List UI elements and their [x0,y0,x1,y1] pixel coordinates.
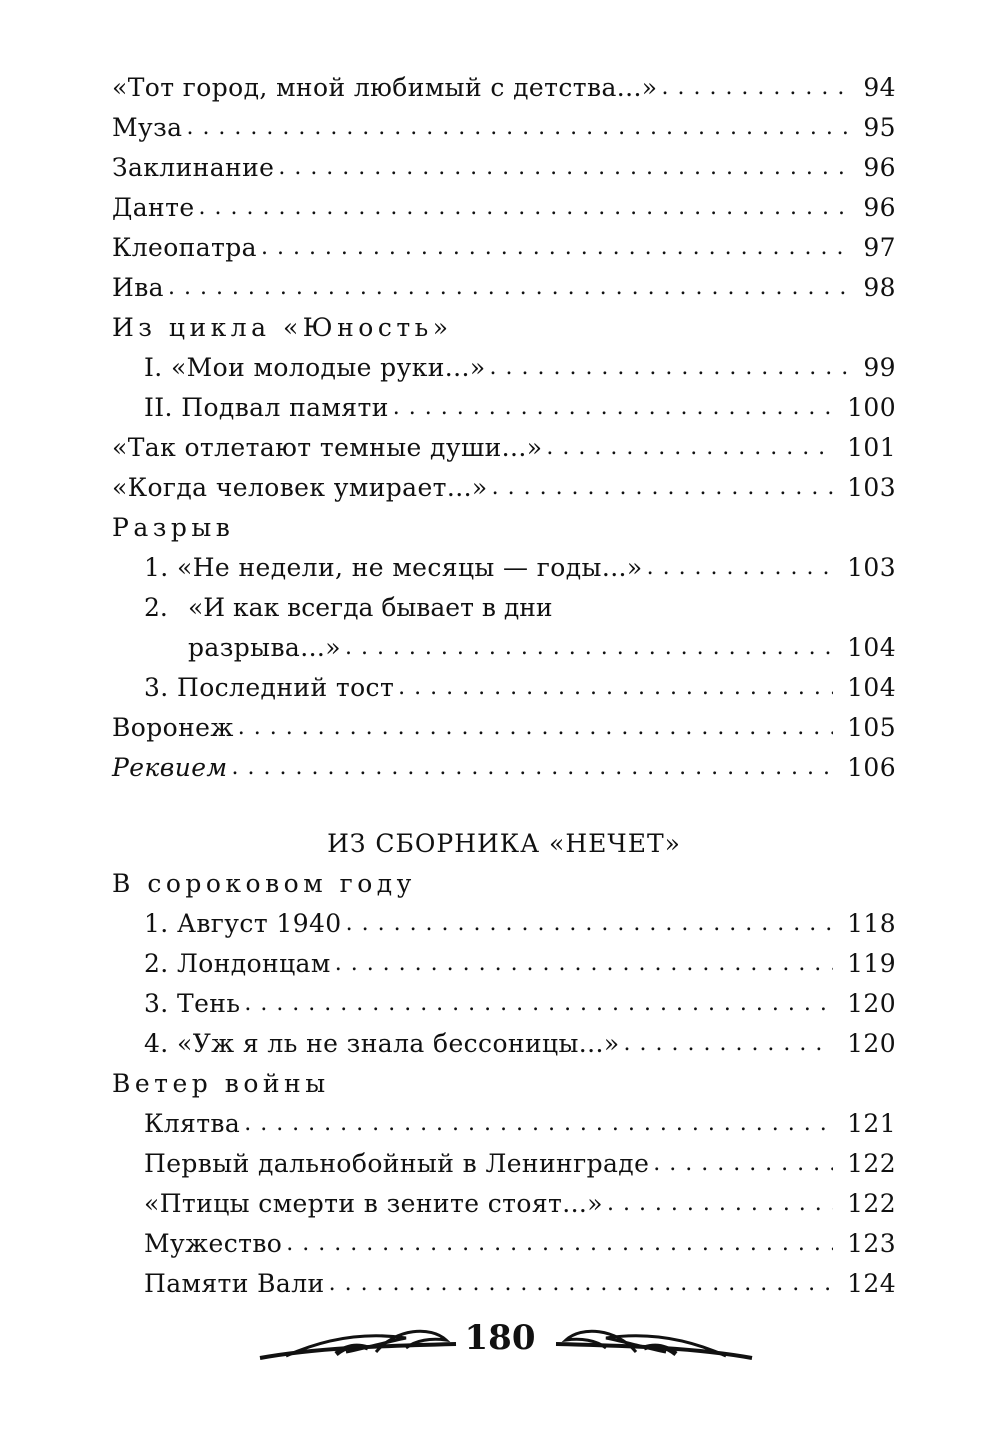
toc-page-number: 96 [863,193,896,222]
toc-page-number: 120 [847,1029,896,1058]
toc-page-number: 118 [847,909,896,938]
toc-page-number: 104 [847,673,896,702]
toc-entry: 1. «Не недели, не месяцы — годы...» . . . 103 [112,548,896,588]
toc-entry: «Тот город, мной любимый с детства...» . . . 94 [112,68,896,108]
toc-entry: Мужество . . . 123 [112,1224,896,1264]
toc-page-number: 119 [847,949,896,978]
toc-entry: Данте . . . 96 [112,188,896,228]
toc-page-number: 121 [847,1109,896,1138]
toc-page-number: 95 [863,113,896,142]
toc-page-number: 123 [847,1229,896,1258]
cycle-title-wind: Ветер войны [112,1069,330,1098]
toc-entry: Клеопатра . . . 97 [112,228,896,268]
page-number: 180 [460,1318,540,1358]
collection-heading: ИЗ СБОРНИКА «НЕЧЕТ» [327,829,681,858]
toc-entry: Заклинание . . . 96 [112,148,896,188]
toc-page-number: 105 [847,713,896,742]
toc-entry: I. «Мои молодые руки...» . . . 99 [112,348,896,388]
toc-page-number: 104 [847,633,896,662]
toc-page-number: 94 [863,73,896,102]
toc-entry: «Птицы смерти в зените стоят...» . . . 122 [112,1184,896,1224]
toc-entry: 4. «Уж я ль не знала бессоницы...» . . . 120 [112,1024,896,1064]
cycle-title-1940: В сороковом году [112,869,416,898]
toc-entry: 3. Тень . . . 120 [112,984,896,1024]
toc-page-number: 99 [863,353,896,382]
toc-entry: «Когда человек умирает...» . . . 103 [112,468,896,508]
toc-page-number: 100 [847,393,896,422]
toc-page-number: 101 [847,433,896,462]
toc-page-number: 106 [847,753,896,782]
toc-entry: II. Подвал памяти . . . 100 [112,388,896,428]
table-of-contents [112,68,896,1304]
toc-page-number: 122 [847,1149,896,1178]
toc-page-number: 120 [847,989,896,1018]
toc-entry: Клятва . . . 121 [112,1104,896,1144]
toc-page-number: 124 [847,1269,896,1298]
toc-entry: Реквием . . . 106 [112,748,896,788]
toc-entry: Первый дальнобойный в Ленинграде . . . 122 [112,1144,896,1184]
toc-entry: «Так отлетают темные души...» . . . 101 [112,428,896,468]
toc-entry: 3. Последний тост . . . 104 [112,668,896,708]
cycle-title-break: Разрыв [112,513,235,542]
toc-entry: Памяти Вали . . . 124 [112,1264,896,1304]
toc-page-number: 122 [847,1189,896,1218]
cycle-title-youth: Из цикла «Юность» [112,313,453,342]
toc-page-number: 97 [863,233,896,262]
toc-entry: Муза . . . 95 [112,108,896,148]
toc-entry: 1. Август 1940 . . . 118 [112,904,896,944]
toc-entry: Ива . . . 98 [112,268,896,308]
toc-page-number: 98 [863,273,896,302]
toc-page-number: 103 [847,473,896,502]
toc-page-number: 96 [863,153,896,182]
toc-page-number: 103 [847,553,896,582]
toc-entry-first-line: 2. «И как всегда бывает в дни [144,593,553,622]
toc-entry-continued: разрыва...» . . . 104 [112,628,896,668]
toc-entry: 2. Лондонцам . . . 119 [112,944,896,984]
toc-entry: Воронеж . . . 105 [112,708,896,748]
